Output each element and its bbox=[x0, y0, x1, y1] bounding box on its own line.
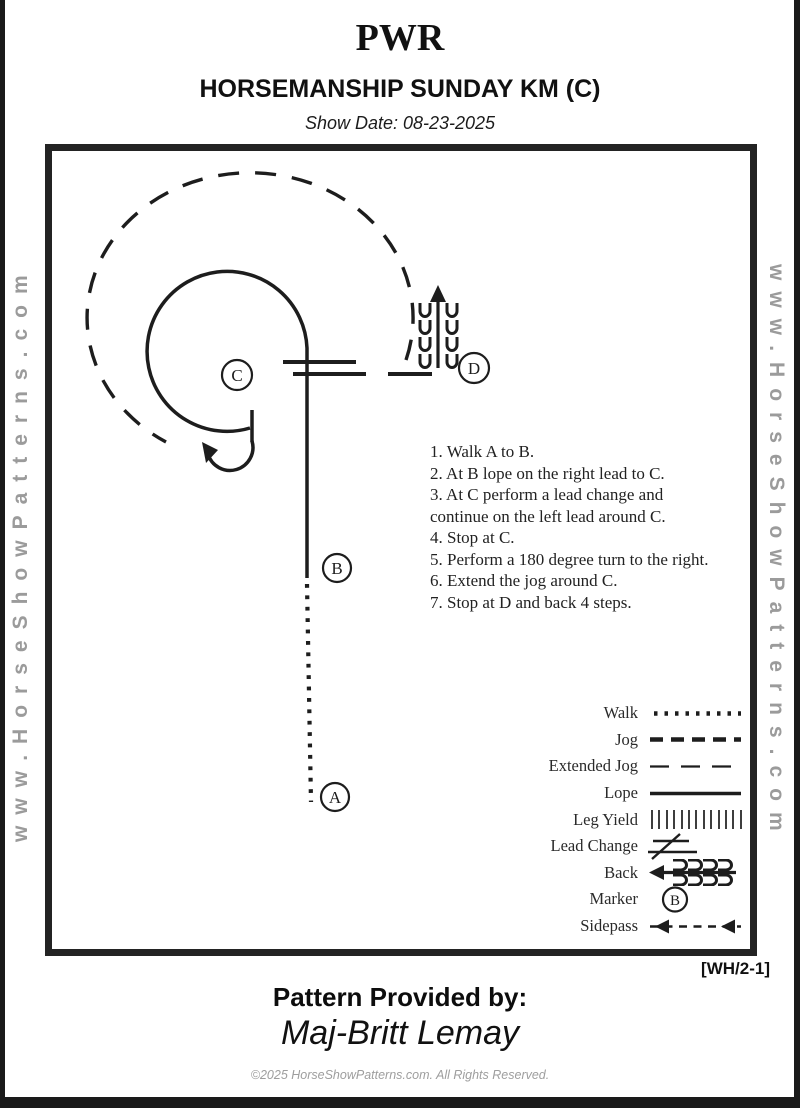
pattern-code: [WH/2-1] bbox=[701, 959, 770, 978]
hoofprint-icon bbox=[718, 860, 732, 870]
provided-by-label: Pattern Provided by: bbox=[272, 982, 528, 1012]
hoofprint-icon bbox=[447, 303, 457, 317]
show-date: Show Date: 08-23-2025 bbox=[304, 113, 496, 133]
hoofprint-icon bbox=[688, 875, 702, 885]
back-icon bbox=[648, 859, 743, 886]
legend-row bbox=[520, 700, 745, 727]
jog-line-icon bbox=[648, 726, 743, 753]
legend-label-walk: Walk bbox=[603, 703, 638, 723]
legend-row bbox=[520, 806, 745, 833]
sidepass-arrow-icon bbox=[655, 919, 669, 933]
instruction-item: 1. Walk A to B. bbox=[430, 442, 535, 461]
hoofprint-icon bbox=[420, 354, 430, 368]
legend-label-marker: Marker bbox=[589, 889, 638, 909]
legend-label-lead-change: Lead Change bbox=[550, 836, 638, 856]
lope-line-icon bbox=[648, 780, 743, 807]
hoofprint-icon bbox=[703, 860, 717, 870]
legend-row bbox=[520, 780, 745, 807]
svg-text:A: A bbox=[328, 788, 342, 807]
legend-label-leg-yield: Leg Yield bbox=[573, 809, 638, 829]
legend-row bbox=[520, 833, 745, 860]
page-title: PWR bbox=[355, 17, 445, 59]
lead-change-bars bbox=[283, 362, 366, 374]
hoofprint-icon bbox=[447, 354, 457, 368]
instruction-item: 6. Extend the jog around C. bbox=[430, 571, 618, 590]
instruction-item: 3. At C perform a lead change and continue on the left lead around C. bbox=[430, 485, 666, 526]
svg-text:C: C bbox=[231, 366, 243, 385]
walk-line-icon bbox=[648, 700, 743, 727]
page-subtitle: HORSEMANSHIP SUNDAY KM (C) bbox=[199, 75, 601, 103]
legend-label-sidepass: Sidepass bbox=[580, 916, 638, 936]
extended-jog-line-icon bbox=[648, 753, 743, 780]
instruction-list bbox=[430, 441, 722, 613]
svg-text:B: B bbox=[669, 892, 681, 909]
marker-icon bbox=[648, 886, 743, 913]
sidepass-arrow-icon bbox=[721, 919, 735, 933]
hoofprint-icon bbox=[673, 875, 687, 885]
legend-row bbox=[520, 860, 745, 887]
hoofprint-icon bbox=[420, 320, 430, 334]
hoofprint-icon bbox=[703, 875, 717, 885]
marker-d bbox=[459, 353, 489, 383]
lope-path bbox=[147, 271, 307, 578]
lead-change-icon bbox=[648, 833, 743, 860]
sidepass-icon bbox=[648, 913, 743, 940]
hoofprint-icon bbox=[673, 860, 687, 870]
hoofprint-icon bbox=[420, 303, 430, 317]
walk-line bbox=[307, 584, 311, 802]
instruction-item: 2. At B lope on the right lead to C. bbox=[430, 463, 665, 483]
legend-row bbox=[520, 753, 745, 780]
back-symbol-at-d bbox=[420, 285, 457, 368]
legend-row bbox=[520, 727, 745, 754]
turn-180-arc bbox=[208, 441, 253, 470]
instruction-item: 4. Stop at C. bbox=[430, 528, 515, 547]
hoofprint-icon bbox=[420, 337, 430, 351]
svg-text:B: B bbox=[331, 559, 343, 578]
legend-label-back: Back bbox=[604, 862, 638, 882]
instruction-item: 5. Perform a 180 degree turn to the right. bbox=[430, 549, 709, 569]
instruction-item: 7. Stop at D and back 4 steps. bbox=[430, 592, 632, 612]
legend-row bbox=[520, 886, 745, 913]
back-arrow-icon bbox=[430, 285, 446, 302]
legend-label-lope: Lope bbox=[604, 783, 638, 803]
copyright-line: ©2025 HorseShowPatterns.com. All Rights Reserved. bbox=[250, 1068, 550, 1082]
marker-b bbox=[323, 554, 351, 582]
svg-text:D: D bbox=[467, 359, 481, 378]
hoofprint-icon bbox=[718, 875, 732, 885]
hoofprint-icon bbox=[447, 320, 457, 334]
legend-row bbox=[520, 913, 745, 940]
back-arrow-icon bbox=[649, 865, 664, 880]
marker-c bbox=[222, 360, 252, 390]
jog-circle-path bbox=[87, 173, 413, 442]
provided-by-name: Maj-Britt Lemay bbox=[280, 1014, 520, 1052]
legend-label-extended-jog: Extended Jog bbox=[548, 756, 638, 776]
legend-label-jog: Jog bbox=[615, 729, 638, 749]
leg-yield-icon bbox=[648, 806, 743, 833]
legend bbox=[520, 700, 745, 939]
hoofprint-icon bbox=[447, 337, 457, 351]
watermark-right: www.HorseShowPatterns.com bbox=[765, 264, 788, 842]
hoofprint-icon bbox=[688, 860, 702, 870]
marker-a bbox=[321, 783, 349, 811]
watermark-left: www.HorseShowPatterns.com bbox=[9, 264, 32, 842]
